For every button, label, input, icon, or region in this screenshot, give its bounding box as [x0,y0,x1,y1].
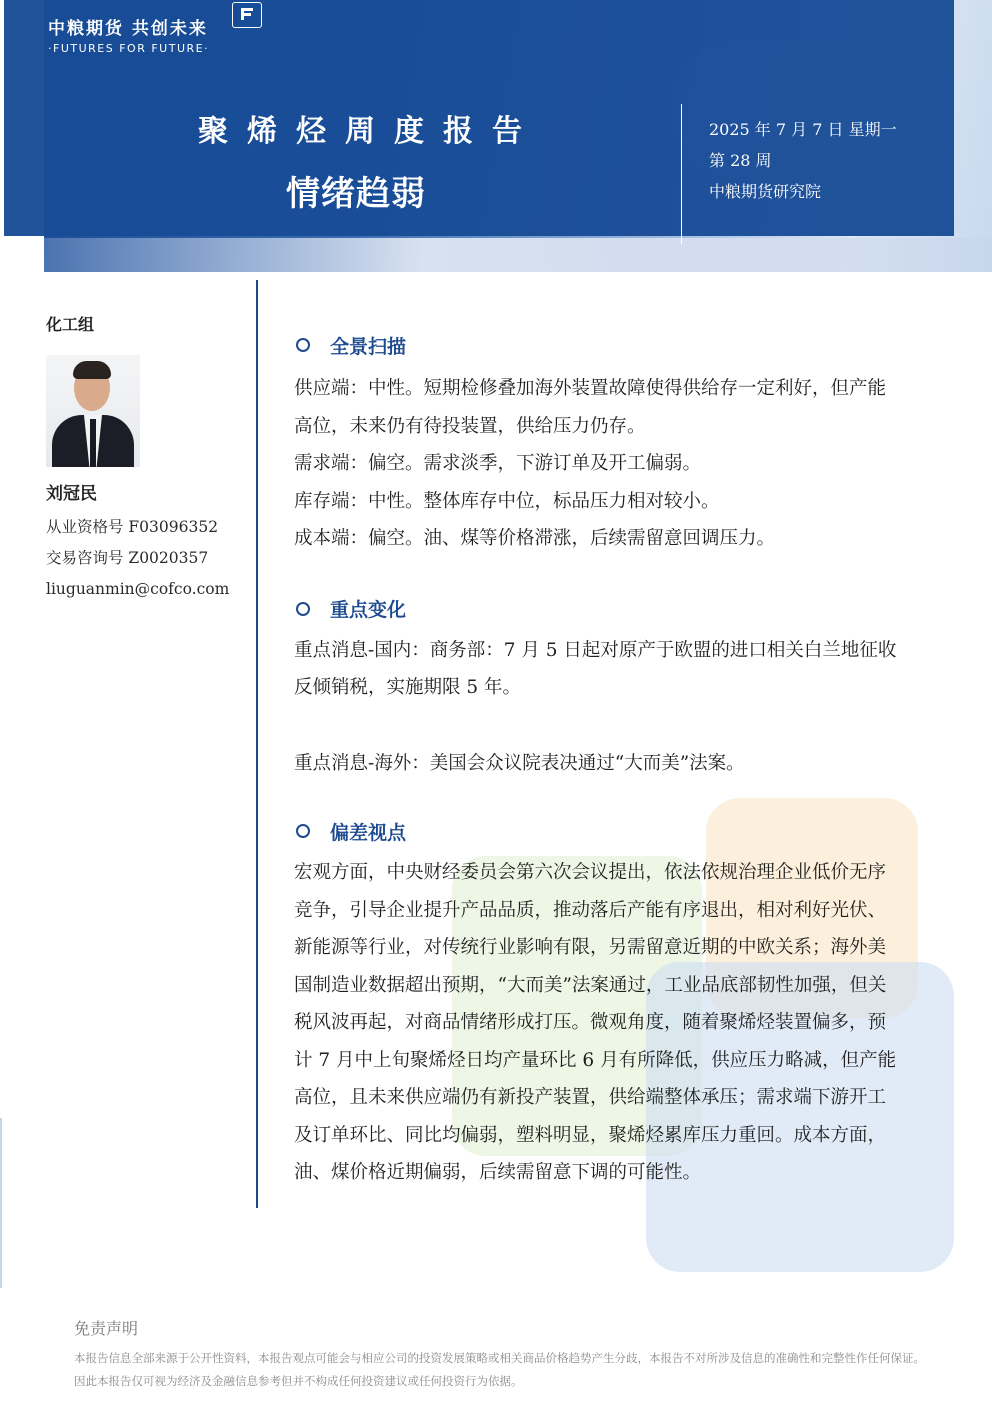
disclaimer-text: 本报告信息全部来源于公开性资料，本报告观点可能会与相应公司的投资发展策略或相关商品价格趋势产生分歧，本报告不对所涉及信息的准确性和完整性作任何保证。因此本报告仅可视为经济及金融信息参考但并不构成任何投资建议或任何投资行为依据。 [74,1351,925,1388]
left-edge-mark [0,1118,2,1288]
section-bullet-icon [296,338,310,352]
section-header-changes [294,594,898,624]
section-title: 全景扫描 [330,335,407,358]
section-title: 重点变化 [330,599,407,621]
report-week: 第 28 周 [709,151,772,170]
header-divider [681,104,682,244]
column-divider [256,280,258,1208]
consulting-number: 交易咨询号 Z0020357 [46,549,209,567]
section-bullet-icon [296,602,310,616]
report-body [294,330,898,1192]
qualification-number: 从业资格号 F03096352 [46,518,219,536]
logo-slogan: 中粮期货 共创未来 [48,19,208,39]
scan-supply: 供应端：中性。短期检修叠加海外装置故障使得供给存一定利好，但产能高位，未来仍有待投装置，供给压力仍存。 [294,378,887,437]
report-title: 聚烯烃周度报告 [198,114,541,149]
domestic-news: 重点消息-国内：商务部：7 月 5 日起对原产于欧盟的进口相关白兰地征收反倾销税，实施期限 5 年。 [294,639,897,698]
bias-content [294,854,898,1192]
analyst-credentials [46,512,236,605]
logo-tagline: ·FUTURES FOR FUTURE· [48,42,210,55]
report-header [0,0,992,272]
scan-content [294,370,898,558]
report-meta [709,114,897,207]
changes-content [294,632,898,783]
analyst-sidebar [46,312,236,605]
report-date: 2025 年 7 月 7 日 星期一 [709,120,897,139]
scan-inventory: 库存端：中性。整体库存中位，标品压力相对较小。 [294,490,720,512]
disclaimer-title: 免责声明 [74,1319,139,1338]
group-label: 化工组 [46,315,95,334]
section-header-scan [294,330,898,360]
section-bullet-icon [296,824,310,838]
analyst-avatar [46,355,140,467]
report-institute: 中粮期货研究院 [709,182,822,201]
scan-cost: 成本端：偏空。油、煤等价格滞涨，后续需留意回调压力。 [294,528,776,549]
report-subtitle: 情绪趋弱 [286,174,426,214]
bias-paragraph: 宏观方面，中央财经委员会第六次会议提出，依法依规治理企业低价无序竞争，引导企业提升产品品质，推动落后产能有序退出，相对利好光伏、新能源等行业，对传统行业影响有限，另需留意近期的中欧关系；海外美国制造业数据超出预期，“大而美”法案通过，工业品底部韧性加强，但关税风波再起，对商品情绪形成打压。微观角度，随着聚烯烃装置偏多，预计 7 月中上旬聚烯烃日均产量环比 6 月有所降低，供应压力略减，但产能高位，且未来供应端仍有新投产装置，供给端整体承压；需求端下游开工及订单环比、同比均偏弱，塑料明显，聚烯烃累库压力重回。成本方面，油、煤价格近期偏弱，后续需留意下调的可能性。 [294,862,897,1183]
company-logo-text [48,14,209,55]
section-header-bias [294,816,898,846]
overseas-news: 重点消息-海外：美国会众议院表决通过“大而美”法案。 [294,752,745,774]
scan-demand: 需求端：偏空。需求淡季，下游订单及开工偏弱。 [294,453,702,474]
company-logo-icon [232,2,262,28]
disclaimer [74,1316,934,1393]
analyst-email[interactable]: liuguanmin@cofco.com [46,580,230,598]
analyst-name: 刘冠民 [46,484,97,504]
section-title: 偏差视点 [330,821,407,844]
